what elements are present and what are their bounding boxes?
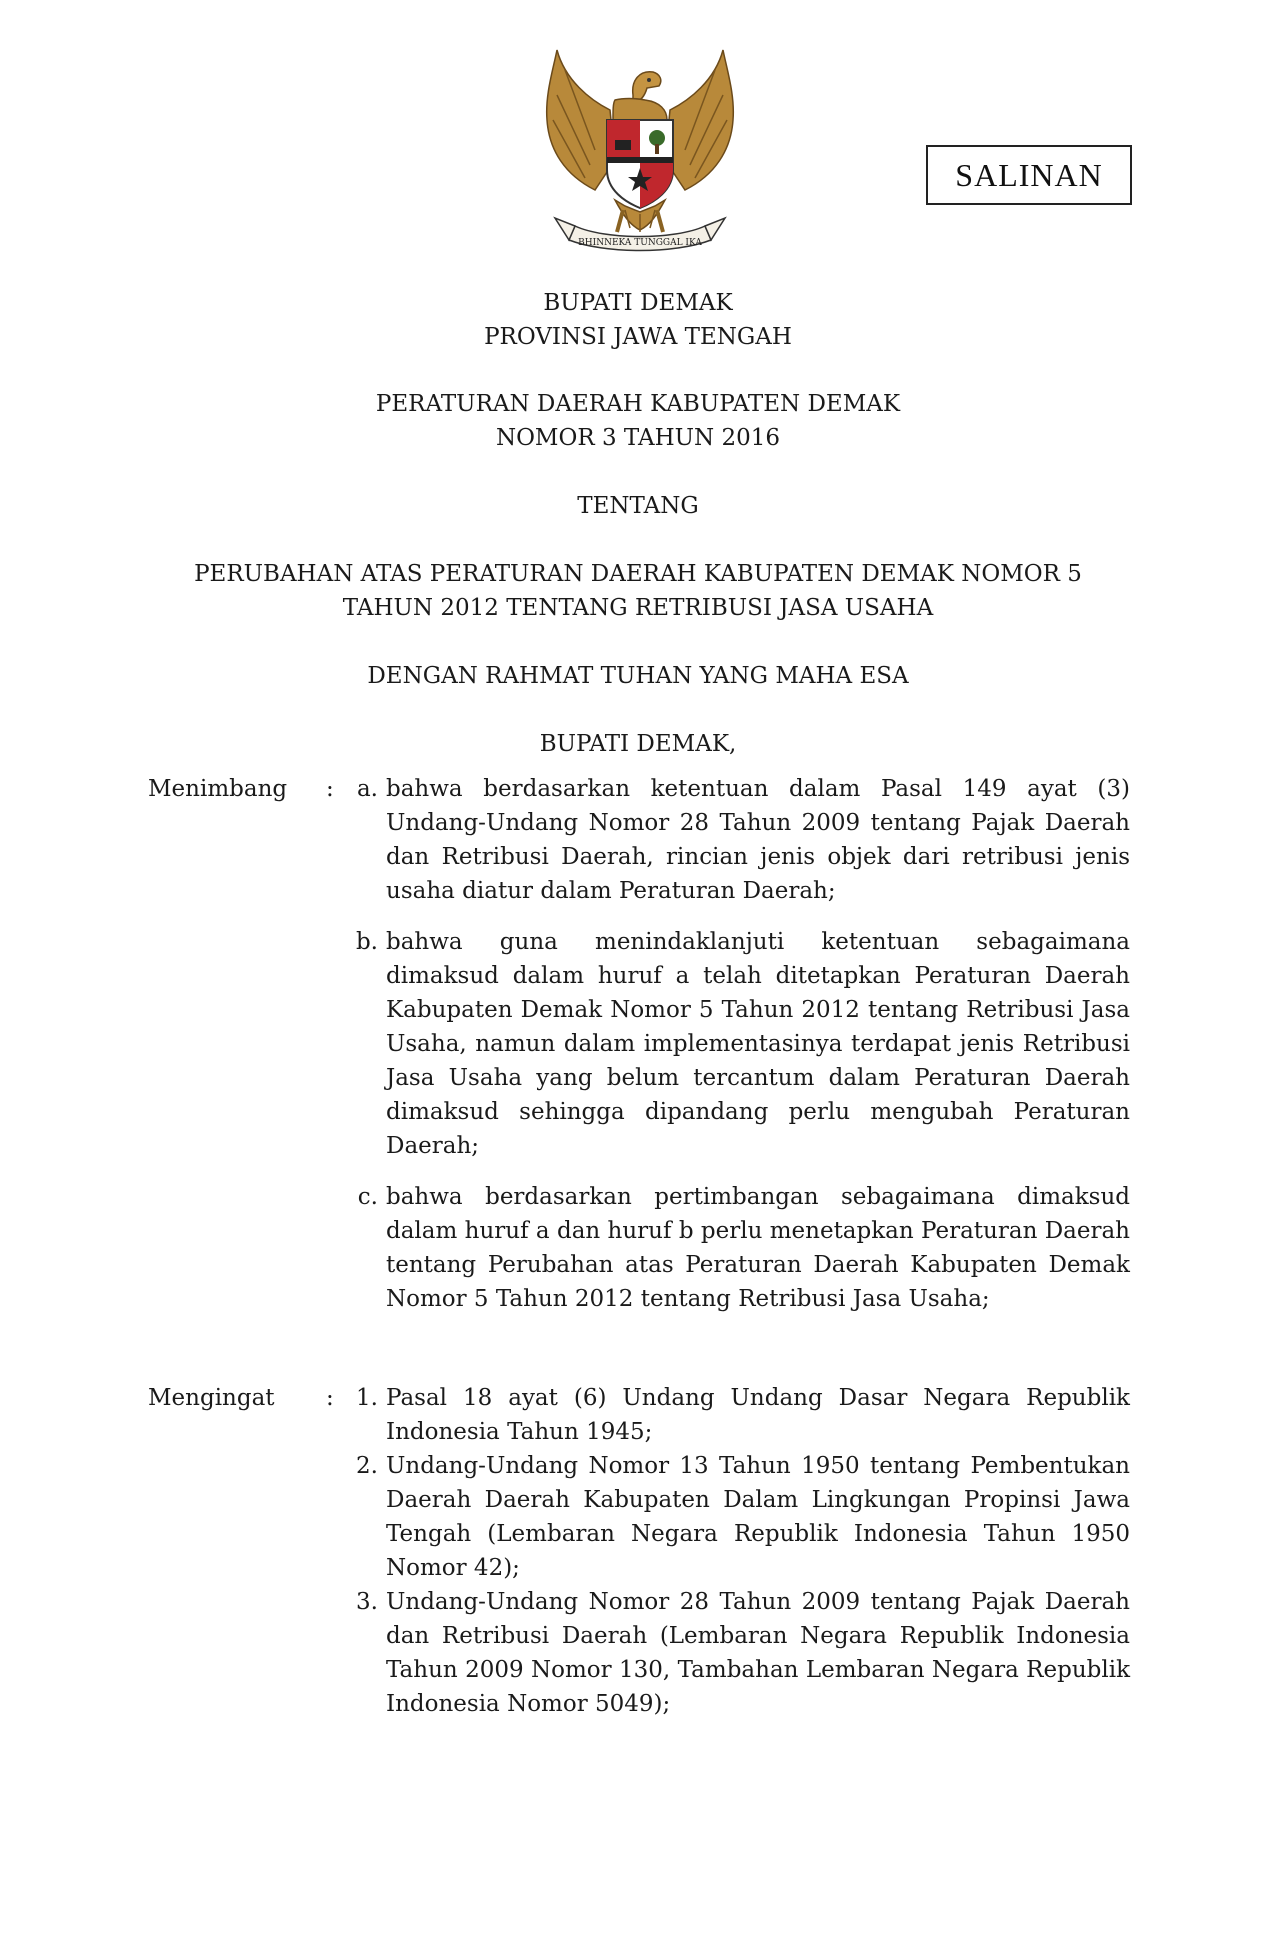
subject-line-2: TAHUN 2012 TENTANG RETRIBUSI JASA USAHA <box>342 595 934 621</box>
menimbang-colon: : <box>326 776 334 802</box>
mengingat-marker-1: 1. <box>356 1385 378 1411</box>
garuda-emblem-icon <box>535 40 745 270</box>
about-heading: TENTANG <box>577 493 699 519</box>
mengingat-marker-3: 3. <box>356 1589 378 1615</box>
menimbang-item-a: bahwa berdasarkan ketentuan dalam Pasal 149 ayat (3) Undang-Undang Nomor 28 Tahun 2009 tentang Pajak Daerah dan Retribusi Daerah, rincian jenis objek dari retribusi jenis usaha diatur dalam Peraturan Daerah; <box>386 776 1130 904</box>
menimbang-item-b: bahwa guna menindaklanjuti ketentuan sebagaimana dimaksud dalam huruf a telah ditetapkan Peraturan Daerah Kabupaten Demak Nomor 5 Tahun 2012 tentang Retribusi Jasa Usaha, namun dalam implementasinya terdapat jenis Retribusi Jasa Usaha yang belum tercantum dalam Peraturan Daerah dimaksud sehingga dipandang perlu mengubah Peraturan Daerah; <box>386 929 1130 1159</box>
menimbang-marker-c: c. <box>357 1184 378 1210</box>
mengingat-label: Mengingat <box>148 1385 275 1411</box>
regulation-title: PERATURAN DAERAH KABUPATEN DEMAK <box>375 391 901 417</box>
mengingat-marker-2: 2. <box>356 1453 378 1479</box>
regulation-number: NOMOR 3 TAHUN 2016 <box>495 425 781 451</box>
mengingat-colon: : <box>326 1385 334 1411</box>
issuer-line: BUPATI DEMAK, <box>539 731 737 757</box>
salinan-stamp: SALINAN <box>926 145 1132 205</box>
menimbang-marker-a: a. <box>356 776 378 802</box>
emblem-motto: BHINNEKA TUNGGAL IKA <box>578 238 702 248</box>
blessing-line: DENGAN RAHMAT TUHAN YANG MAHA ESA <box>367 663 909 689</box>
office-title: BUPATI DEMAK <box>543 290 733 316</box>
menimbang-label: Menimbang <box>148 776 288 802</box>
subject-line-1: PERUBAHAN ATAS PERATURAN DAERAH KABUPATEN DEMAK NOMOR 5 <box>194 561 1082 587</box>
mengingat-item-2: Undang-Undang Nomor 13 Tahun 1950 tentang Pembentukan Daerah Daerah Kabupaten Dalam Lingkungan Propinsi Jawa Tengah (Lembaran Negara Republik Indonesia Tahun 1950 Nomor 42); <box>386 1453 1130 1581</box>
menimbang-marker-b: b. <box>355 929 378 955</box>
menimbang-item-c: bahwa berdasarkan pertimbangan sebagaimana dimaksud dalam huruf a dan huruf b perlu menetapkan Peraturan Daerah tentang Perubahan atas Peraturan Daerah Kabupaten Demak Nomor 5 Tahun 2012 tentang Retribusi Jasa Usaha; <box>386 1184 1130 1312</box>
mengingat-item-1: Pasal 18 ayat (6) Undang Undang Dasar Negara Republik Indonesia Tahun 1945; <box>386 1385 1130 1445</box>
mengingat-item-3: Undang-Undang Nomor 28 Tahun 2009 tentang Pajak Daerah dan Retribusi Daerah (Lembaran Negara Republik Indonesia Tahun 2009 Nomor 130, Tambahan Lembaran Negara Republik Indonesia Nomor 5049); <box>386 1589 1130 1717</box>
province-title: PROVINSI JAWA TENGAH <box>484 324 792 350</box>
